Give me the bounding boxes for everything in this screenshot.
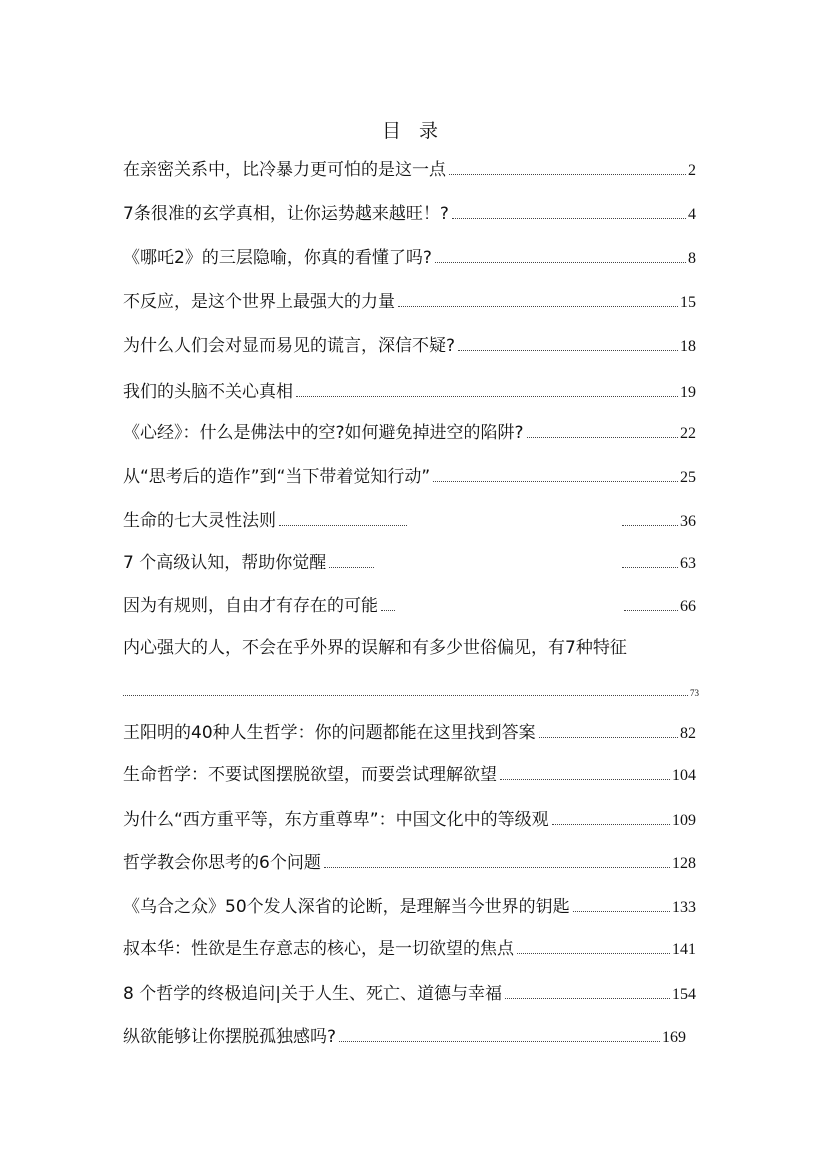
toc-entry-title: 生命哲学：不要试图摆脱欲望，而要尝试理解欲望 <box>123 765 497 785</box>
toc-entry <box>123 155 696 181</box>
toc-leader-dots <box>329 566 374 568</box>
toc-leader-dots <box>296 395 678 397</box>
toc-page-number: 73 <box>690 688 699 698</box>
toc-entry-title: 内心强大的人，不会在乎外界的误解和有多少世俗偏见，有7种特征 <box>123 638 627 658</box>
toc-entry-title: 纵欲能够让你摆脱孤独感吗? <box>123 1027 337 1047</box>
toc-page-number: 63 <box>680 555 696 572</box>
toc-leader-dots <box>433 480 678 482</box>
toc-entry <box>123 377 696 403</box>
toc-entry-title: 我们的头脑不关心真相 <box>123 382 293 402</box>
toc-leader-dots <box>398 305 678 307</box>
toc-entry-title: 《哪吒2》的三层隐喻，你真的看懂了吗? <box>123 248 432 268</box>
toc-leader-dots <box>517 952 670 954</box>
toc-entry-title: 8 个哲学的终极追问|关于人生、死亡、道德与幸福 <box>123 984 502 1004</box>
toc-entry-title: 《心经》：什么是佛法中的空?如何避免掉进空的陷阱? <box>123 423 524 443</box>
toc-page-number: 66 <box>680 598 696 615</box>
toc-leader-dots <box>552 823 670 825</box>
toc-page-number: 154 <box>672 986 696 1003</box>
toc-page-number: 19 <box>680 384 696 401</box>
toc-leader-dots <box>381 609 395 611</box>
toc-leader-dots <box>573 910 670 912</box>
toc-leader-dots <box>339 1040 660 1042</box>
toc-page-number: 15 <box>680 294 696 311</box>
toc-entry <box>123 199 696 225</box>
toc-page-number: 128 <box>672 855 696 872</box>
toc-entry-title: 生命的七大灵性法则 <box>123 511 276 531</box>
toc-leader-dots <box>500 778 670 780</box>
toc-page-number: 133 <box>672 899 696 916</box>
toc-entry-title: 为什么人们会对显而易见的谎言，深信不疑? <box>123 336 456 356</box>
toc-page-number: 109 <box>672 812 696 829</box>
toc-entry-title: 叔本华：性欲是生存意志的核心，是一切欲望的焦点 <box>123 939 514 959</box>
toc-entry-title: 从“思考后的造作”到“当下带着觉知行动” <box>123 467 431 487</box>
toc-page-number: 169 <box>662 1029 686 1046</box>
toc-entry <box>123 934 696 960</box>
toc-leader-dots <box>123 694 688 696</box>
toc-leader-dots <box>324 866 670 868</box>
toc-entry-title: 为什么“西方重平等，东方重尊卑”：中国文化中的等级观 <box>123 810 549 830</box>
toc-leader-dots <box>505 997 670 999</box>
toc-entry-title: 王阳明的40种人生哲学：你的问题都能在这里找到答案 <box>123 723 536 743</box>
toc-entry-title: 哲学教会你思考的6个问题 <box>123 853 321 873</box>
toc-page-number: 36 <box>680 513 696 530</box>
toc-leader-dots <box>622 566 678 568</box>
toc-page-number: 22 <box>680 425 696 442</box>
toc-entry <box>123 506 696 532</box>
toc-entry <box>123 633 699 698</box>
toc-leader-dots <box>435 261 686 263</box>
toc-page-number: 4 <box>688 206 696 223</box>
toc-entry <box>123 591 696 617</box>
toc-leader-dots <box>279 524 407 526</box>
toc-leader-dots <box>527 436 678 438</box>
toc-entry-title: 在亲密关系中，比冷暴力更可怕的是这一点 <box>123 160 446 180</box>
toc-page-number: 82 <box>680 725 696 742</box>
toc-entry <box>123 462 696 488</box>
toc-leader-dots <box>624 609 678 611</box>
toc-page-number: 18 <box>680 338 696 355</box>
toc-leader-dots <box>539 736 678 738</box>
toc-entry-title: 《乌合之众》50个发人深省的论断，是理解当今世界的钥匙 <box>123 897 570 917</box>
toc-title: 目 录 <box>381 120 445 142</box>
toc-leader-dots <box>458 349 678 351</box>
toc-leader-dots <box>452 217 686 219</box>
toc-entry <box>123 848 696 874</box>
toc-entry-title: 7 个高级认知，帮助你觉醒 <box>123 553 327 573</box>
toc-leader-dots <box>622 524 678 526</box>
toc-entry-title: 因为有规则，自由才有存在的可能 <box>123 596 378 616</box>
toc-entry <box>123 760 696 786</box>
toc-entry-title: 7条很准的玄学真相，让你运势越来越旺！? <box>123 204 449 224</box>
toc-entry <box>123 718 696 744</box>
toc-page-number: 104 <box>672 767 696 784</box>
toc-page-number: 141 <box>672 941 696 958</box>
toc-page-number: 8 <box>688 250 696 267</box>
toc-entry-title: 不反应，是这个世界上最强大的力量 <box>123 292 395 312</box>
toc-entry <box>123 418 696 444</box>
toc-page-number: 25 <box>680 469 696 486</box>
toc-page-number: 2 <box>688 162 696 179</box>
toc-leader-dots <box>449 173 686 175</box>
toc-entry <box>123 979 696 1005</box>
toc-entry <box>123 892 696 918</box>
toc-entry <box>123 331 696 357</box>
toc-entry <box>123 1022 686 1048</box>
toc-entry <box>123 805 696 831</box>
toc-entry <box>123 548 696 574</box>
toc-entry <box>123 287 696 313</box>
toc-entry <box>123 243 696 269</box>
